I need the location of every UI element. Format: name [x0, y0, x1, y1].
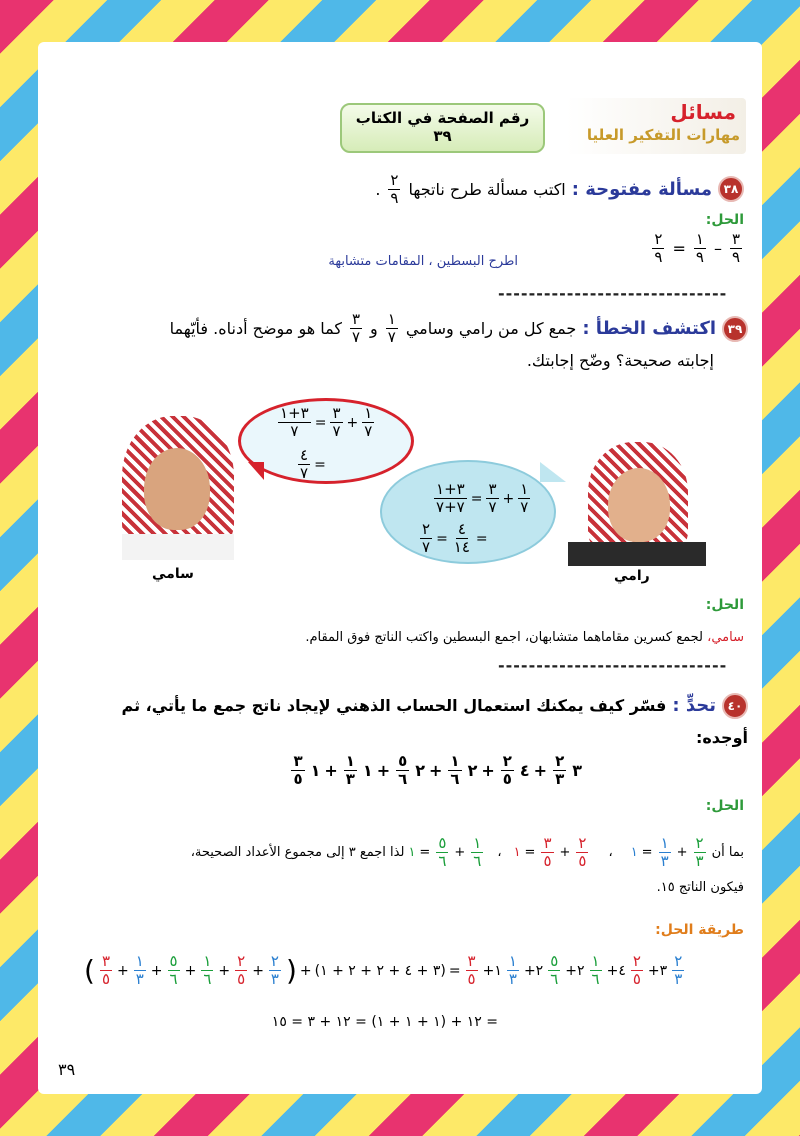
plus-sign: + — [376, 761, 391, 780]
mixed-number-fraction: $\frac{٢}{٣}$ — [555, 752, 565, 788]
solution-label: الحل: — [705, 597, 744, 613]
page-number: ٣٩ — [58, 1060, 76, 1079]
rami-name: رامي — [614, 568, 650, 584]
question-text: كما هو موضح أدناه. فأيّهما — [169, 318, 342, 338]
solution-label: الحل: — [705, 212, 744, 228]
question-text: جمع كل من رامي وسامي — [405, 318, 577, 338]
sami-avatar — [122, 416, 234, 560]
question-40 — [80, 690, 748, 754]
mixed-number-fraction: $\frac{١}{٦}$ — [450, 752, 460, 788]
mixed-number-whole: ٢ — [467, 761, 478, 780]
mixed-number-whole: ١ — [310, 761, 321, 780]
rami-avatar — [568, 442, 706, 566]
mixed-number-whole: ١ — [362, 761, 373, 780]
question-text: فسّر كيف يمكنك استعمال الحساب الذهني لإيجاد ناتج جمع ما يأتي، ثم — [121, 696, 667, 715]
plus-sign: + — [429, 761, 443, 780]
question-number-badge: ٣٨ — [718, 176, 744, 202]
divider: ------------------------------ — [498, 656, 728, 675]
divider: ------------------------------ — [498, 284, 728, 303]
mixed-number-fraction: $\frac{٢}{٥}$ — [502, 752, 512, 788]
q38-equation: $\frac{٣}{٩}$ – $\frac{١}{٩}$ = $\frac{٢}{٩}$ — [654, 230, 740, 266]
mixed-number-fraction: $\frac{٣}{٥}$ — [293, 752, 303, 788]
method-label: طريقة الحل: — [655, 922, 744, 938]
bubble-tail — [540, 462, 566, 482]
question-number-badge: ٣٩ — [722, 316, 748, 342]
question-label: اكتشف الخطأ : — [582, 317, 716, 339]
method-line2: = ١٢ + (١ + ١ + ١) = ١٢ + ٣ = ١٥ — [271, 1014, 498, 1030]
bubble-tail — [248, 462, 264, 480]
plus-sign: + — [324, 761, 338, 780]
plus-sign: + — [533, 761, 548, 780]
q40-expression — [289, 754, 582, 787]
method-line1: ( $\frac{٣}{٥}$ + $\frac{١}{٣}$ + $\frac{٥}{٦}$ + $\frac{١}{٦}$ + $\frac{٢}{٥}$ + $\frac{٢}{٣}$ ) + (٣ + ٤ + ٢ + ٢ + ١) = $\frac{٣}{٥}$ +١ $\frac{١}{٣}$ +٢ $\frac{٥}{٦}$ +٢ $\frac{١}{٦}$ +٤ $\frac{٢}{٥}$ +٣ $\frac{٢}{٣}$ — [84, 952, 683, 988]
mixed-number-whole: ٢ — [415, 761, 426, 780]
q40-solution-line1: بما أن $\frac{٢}{٣}$ + $\frac{١}{٣}$ = ١ ، $\frac{٢}{٥}$ + $\frac{٣}{٥}$ = ١ ، $\frac{١}{٦}$ + $\frac{٥}{٦}$ = ١ لذا اجمع ٣ إلى مجموع الأعداد الصحيحة، — [190, 834, 744, 870]
book-page-box — [340, 103, 545, 153]
question-number-badge: ٤٠ — [722, 693, 748, 719]
question-38: ٣٨ مسألة مفتوحة : اكتب مسألة طرح ناتجها $\frac{٢}{٩}$ . — [144, 170, 744, 208]
mixed-number-whole: ٣ — [572, 761, 582, 780]
book-page-number: ٣٩ — [433, 127, 452, 145]
question-text-line2: إجابته صحيحة؟ وضّح إجابتك. — [526, 351, 714, 370]
header-banner — [566, 98, 746, 154]
question-label: مسألة مفتوحة : — [571, 178, 712, 200]
book-page-label: رقم الصفحة في الكتاب — [355, 109, 530, 127]
mixed-number-fraction: $\frac{١}{٣}$ — [345, 752, 355, 788]
question-39: ٣٩ اكتشف الخطأ : جمع كل من رامي وسامي $\frac{١}{٧}$ و $\frac{٣}{٧}$ كما هو موضح أدناه. فأيّهما إجابته صحيحة؟ وضّح إجابتك. — [88, 312, 748, 377]
fraction: $\frac{٢}{٩}$ — [390, 170, 399, 207]
sami-name: سامي — [152, 566, 194, 582]
question-text-line2: أوجده: — [695, 728, 748, 747]
mixed-number-whole: ٤ — [519, 761, 530, 780]
section-title: مسائل — [670, 100, 736, 124]
illustration-panel: سامي $\frac{٣+١}{٧}$ = $\frac{٣}{٧}$ + $\frac{١}{٧}$ $\frac{٤}{٧}$ = $\frac{٣+١}{٧+٧}$ = $\frac{٣}{٧}$ + $\frac{١}{٧}$ $\frac{٢}{٧}$ = $\frac{٤}{١٤}$ = رامي — [116, 390, 708, 586]
mixed-number-fraction: $\frac{٥}{٦}$ — [398, 752, 408, 788]
q39-solution: سامي، لجمع كسرين مقاماهما متشابهان، اجمع البسطين واكتب الناتج فوق المقام. — [305, 630, 744, 645]
q38-note: اطرح البسطين ، المقامات متشابهة — [328, 254, 518, 269]
solution-label: الحل: — [705, 798, 744, 814]
plus-sign: + — [481, 761, 495, 780]
q40-solution-line2: فيكون الناتج ١٥. — [656, 880, 744, 895]
question-label: تحدٍّ : — [672, 695, 716, 716]
section-subtitle: مهارات التفكير العليا — [586, 126, 740, 144]
question-text: اكتب مسألة طرح ناتجها — [408, 179, 566, 199]
